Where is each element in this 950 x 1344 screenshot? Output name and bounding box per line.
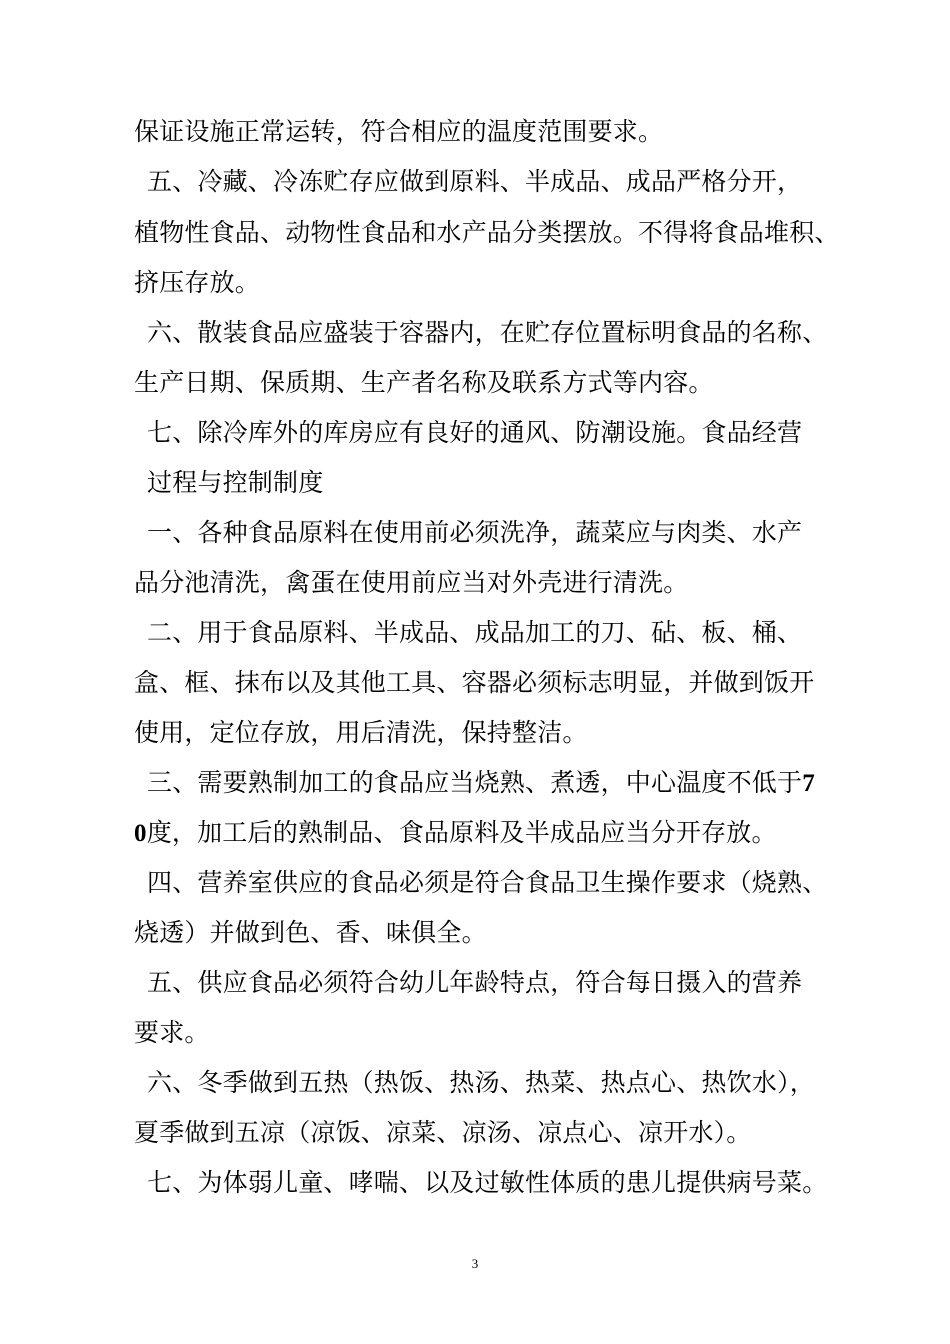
text-line: 过程与控制制度 bbox=[147, 468, 324, 497]
text-segment: 三、需要熟制加工的食品应当烧熟、煮透，中心温度不低于 bbox=[147, 768, 803, 797]
text-line: 挤压存放。 bbox=[134, 268, 261, 297]
text-line: 使用，定位存放，用后清洗，保持整洁。 bbox=[134, 718, 588, 747]
text-line: 保证设施正常运转，符合相应的温度范围要求。 bbox=[134, 117, 664, 146]
text-line: 七、除冷库外的库房应有良好的通风、防潮设施。食品经营 bbox=[147, 418, 803, 447]
text-line: 五、冷藏、冷冻贮存应做到原料、半成品、成品严格分开， bbox=[147, 167, 803, 196]
text-line: 品分池清洗，禽蛋在使用前应当对外壳进行清洗。 bbox=[134, 568, 689, 597]
text-line: 生产日期、保质期、生产者名称及联系方式等内容。 bbox=[134, 368, 714, 397]
number-segment: 7 bbox=[802, 770, 815, 797]
text-line: 六、散装食品应盛装于容器内，在贮存位置标明食品的名称、 bbox=[147, 318, 828, 347]
text-line: 要求。 bbox=[134, 1018, 210, 1047]
text-line: 盒、框、抹布以及其他工具、容器必须标志明显，并做到饭开 bbox=[134, 668, 815, 697]
page-number: 3 bbox=[471, 1256, 479, 1271]
text-line: 一、各种食品原料在使用前必须洗净，蔬菜应与肉类、水产 bbox=[147, 518, 803, 547]
number-segment: 0 bbox=[134, 820, 147, 847]
text-line: 夏季做到五凉（凉饭、凉菜、凉汤、凉点心、凉开水）。 bbox=[134, 1118, 752, 1147]
text-line: 五、供应食品必须符合幼儿年龄特点，符合每日摄入的营养 bbox=[147, 968, 803, 997]
text-line: 七、为体弱儿童、哮喘、以及过敏性体质的患儿提供病号菜。 bbox=[147, 1168, 828, 1197]
text-line: 二、用于食品原料、半成品、成品加工的刀、砧、板、桶、 bbox=[147, 618, 803, 647]
text-segment: 度，加工后的熟制品、食品原料及半成品应当分开存放。 bbox=[146, 818, 777, 847]
text-line: 烧透）并做到色、香、味俱全。 bbox=[134, 918, 487, 947]
text-line bbox=[134, 818, 777, 849]
text-line: 四、营养室供应的食品必须是符合食品卫生操作要求（烧熟、 bbox=[147, 868, 828, 897]
text-line: 六、冬季做到五热（热饭、热汤、热菜、热点心、热饮水）， bbox=[147, 1068, 815, 1097]
text-line: 植物性食品、动物性食品和水产品分类摆放。不得将食品堆积、 bbox=[134, 218, 840, 247]
text-line bbox=[147, 768, 815, 799]
